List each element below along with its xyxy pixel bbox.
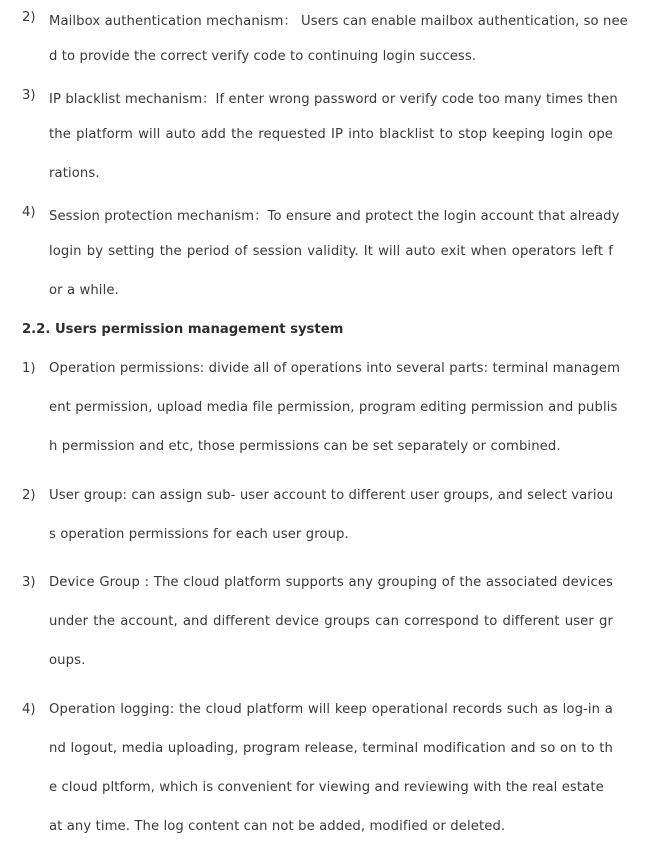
- paragraph-line: h permission and etc, those permissions can be set separately or combined.: [49, 439, 561, 454]
- list-number: 4): [22, 702, 36, 717]
- list-number: 2): [22, 10, 36, 25]
- paragraph-line: d to provide the correct verify code to continuing login success.: [49, 49, 477, 64]
- list-number: 3): [22, 88, 36, 103]
- paragraph-line: or a while.: [49, 283, 119, 298]
- section-heading: 2.2. Users permission management system: [22, 322, 344, 337]
- paragraph-line: Session protection mechanism：To ensure and protect the login account that already: [49, 209, 620, 224]
- paragraph-line: s operation permissions for each user group.: [49, 527, 349, 542]
- paragraph-line: ent permission, upload media file permission, program editing permission and publis: [49, 400, 618, 415]
- paragraph-line: login by setting the period of session validity. It will auto exit when operators left f: [49, 244, 613, 259]
- paragraph-line: Mailbox authentication mechanism： Users can enable mailbox authentication, so nee: [49, 14, 628, 29]
- paragraph-line: at any time. The log content can not be added, modified or deleted.: [49, 819, 506, 834]
- list-number: 3): [22, 575, 36, 590]
- paragraph-line: User group: can assign sub- user account to different user groups, and select variou: [49, 488, 614, 503]
- paragraph-line: Device Group : The cloud platform supports any grouping of the associated devices: [49, 575, 613, 590]
- paragraph-line: Operation permissions: divide all of operations into several parts: terminal managem: [49, 361, 621, 376]
- list-number: 2): [22, 488, 36, 503]
- paragraph-line: the platform will auto add the requested IP into blacklist to stop keeping login ope: [49, 127, 613, 142]
- list-number: 1): [22, 361, 36, 376]
- paragraph-line: under the account, and different device groups can correspond to different user gr: [49, 614, 613, 629]
- paragraph-line: oups.: [49, 653, 86, 668]
- paragraph-line: IP blacklist mechanism：If enter wrong password or verify code too many times then: [49, 92, 618, 107]
- list-number: 4): [22, 205, 36, 220]
- paragraph-line: Operation logging: the cloud platform will keep operational records such as log-in a: [49, 702, 613, 717]
- paragraph-line: e cloud pltform, which is convenient for viewing and reviewing with the real estate: [49, 780, 604, 795]
- paragraph-line: rations.: [49, 166, 100, 181]
- paragraph-line: nd logout, media uploading, program release, terminal modification and so on to th: [49, 741, 613, 756]
